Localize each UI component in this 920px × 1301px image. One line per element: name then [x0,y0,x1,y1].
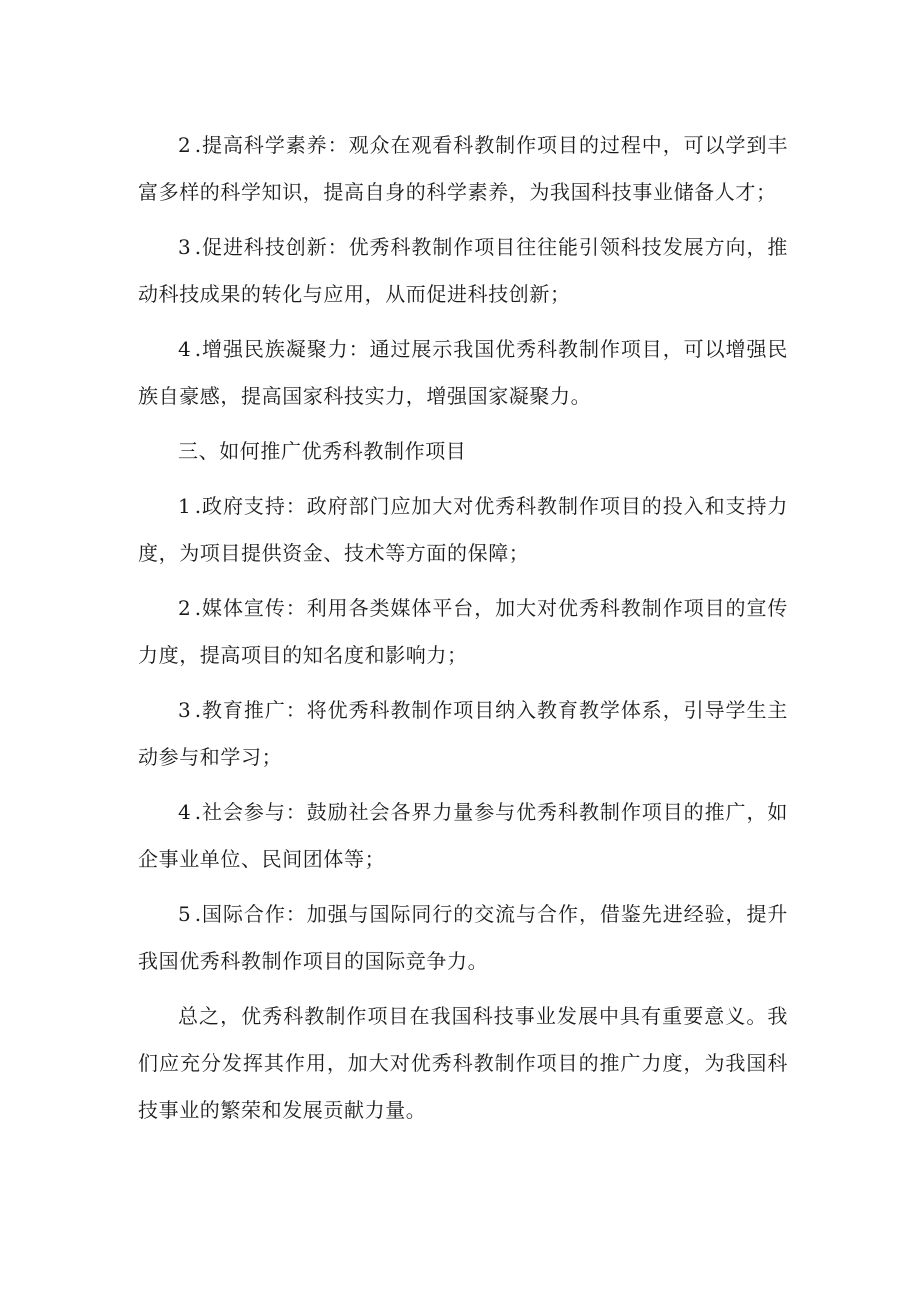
section-heading-text: 三、如何推广优秀科教制作项目 [178,439,467,463]
item-number: 5 [178,902,195,926]
paragraph-text: .促进科技创新：优秀科教制作项目往往能引领科技发展方向，推动科技成果的转化与应用，从而促进科技创新； [138,235,788,306]
paragraph-4-social-participation [138,789,788,883]
item-number: 2 [178,133,195,157]
paragraph-3-tech-innovation [138,224,788,318]
item-number: 2 [178,596,195,620]
paragraph-5-international-cooperation [138,891,788,985]
paragraph-2-science-literacy [138,122,788,216]
document-body [138,122,788,1142]
paragraph-2-media-promotion [138,585,788,679]
paragraph-text: .教育推广：将优秀科教制作项目纳入教育教学体系，引导学生主动参与和学习； [138,698,788,769]
item-number: 1 [178,494,195,518]
paragraph-4-national-cohesion [138,326,788,420]
item-number: 4 [178,337,195,361]
item-number: 3 [178,235,195,259]
paragraph-3-education-promotion [138,687,788,781]
item-number: 4 [178,800,195,824]
paragraph-text: .增强民族凝聚力：通过展示我国优秀科教制作项目，可以增强民族自豪感，提高国家科技实力，增强国家凝聚力。 [138,337,788,408]
paragraph-text: .政府支持：政府部门应加大对优秀科教制作项目的投入和支持力度，为项目提供资金、技术等方面的保障； [138,494,788,565]
paragraph-text: .国际合作：加强与国际同行的交流与合作，借鉴先进经验，提升我国优秀科教制作项目的国际竞争力。 [138,902,788,973]
paragraph-text: .媒体宣传：利用各类媒体平台，加大对优秀科教制作项目的宣传力度，提高项目的知名度和影响力； [138,596,788,667]
paragraph-conclusion [138,993,788,1134]
paragraph-text: .社会参与：鼓励社会各界力量参与优秀科教制作项目的推广，如企事业单位、民间团体等； [138,800,788,871]
item-number: 3 [178,698,195,722]
paragraph-text: .提高科学素养：观众在观看科教制作项目的过程中，可以学到丰富多样的科学知识，提高自身的科学素养，为我国科技事业储备人才； [138,133,788,204]
paragraph-text: 总之，优秀科教制作项目在我国科技事业发展中具有重要意义。我们应充分发挥其作用，加大对优秀科教制作项目的推广力度，为我国科技事业的繁荣和发展贡献力量。 [138,1004,788,1122]
section-heading-promotion [138,428,788,475]
paragraph-1-government-support [138,483,788,577]
